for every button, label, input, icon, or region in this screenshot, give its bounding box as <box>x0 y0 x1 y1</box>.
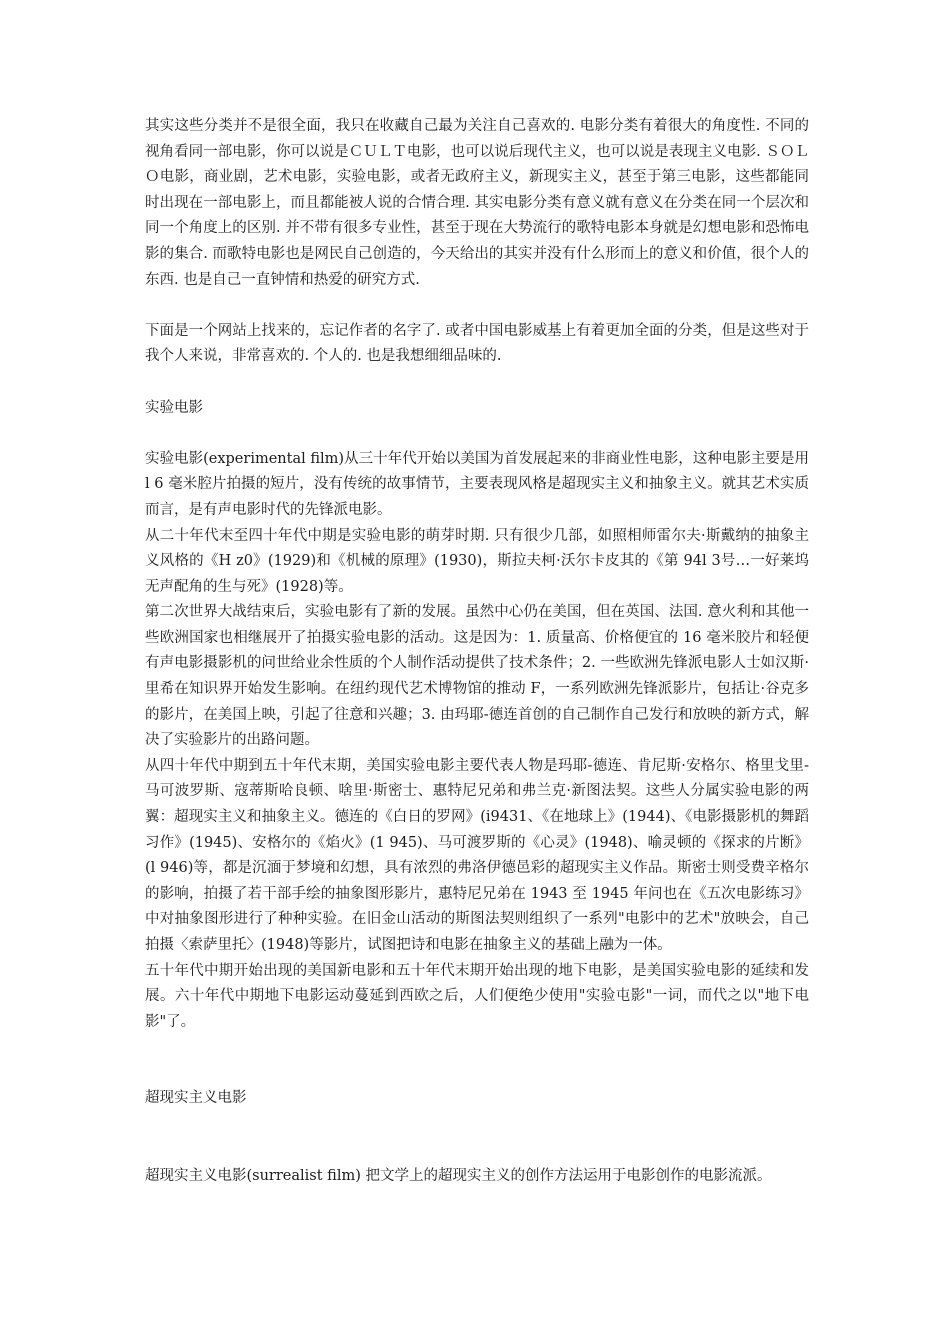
paragraph-gap <box>145 1112 809 1164</box>
body-paragraph: 第二次世界大战结束后，实验电影有了新的发展。虽然中心仍在美国，但在英国、法国. 意火利和其他一些欧洲国家也相继展开了拍摄实验电影的活动。这是因为：1. 质量高、价格便宜的 16 毫米胶片和轻便有声电影摄影机的问世给业余性质的个人制作活动提供了技术条件；2. 一些欧洲先锋派电影人士如汉斯·里希在知识界开始发生影响。在纽约现代艺术博物馆的推动 F，一系列欧洲先锋派影片，包括让·谷克多的影片，在美国上映，引起了往意和兴趣；3. 由玛耶-德连首创的自己制作自己发行和放映的新方式，解决了实验影片的出路问题。 <box>145 604 809 749</box>
document-body <box>145 114 809 1190</box>
body-paragraph: 超现实主义电影(surrealist film) 把文学上的超现实主义的创作方法运用于电影创作的电影流派。 <box>145 1167 772 1184</box>
paragraph-gap <box>145 370 809 396</box>
paragraph-gap <box>145 293 809 319</box>
section-heading-surrealist: 超现实主义电影 <box>145 1090 247 1107</box>
paragraph-gap <box>145 421 809 447</box>
section-heading-experimental: 实验电影 <box>145 399 203 416</box>
paragraph-gap <box>145 1035 809 1086</box>
body-paragraph: 实验电影(experimental film)从三十年代开始以美国为首发展起来的非商业性电影，这种电影主要是用l 6 毫米腔片拍摄的短片，没有传统的故事情节，主要表现风格是超现实主义和抽象主义。就其艺术实质而言，是有声电影时代的先锋派电影。 <box>145 450 809 518</box>
body-paragraph: 五十年代中期开始出现的美国新电影和五十年代末期开始出现的地下电影，是美国实验电影的延续和发展。六十年代中期地下电影运动蔓延到西欧之后，人们便绝少使用"实验屯影"一词，而代之以"地下电影"了。 <box>145 962 809 1030</box>
body-paragraph: 从二十年代末至四十年代中期是实验电影的萌芽时期. 只有很少几部，如照相师雷尔夫·斯戴纳的抽象主义风格的《H z0》(1929)和《机械的原理》(1930)，斯拉夫柯·沃尔卡皮其的《第 94l 3号…一好莱坞无声配角的生与死》(1928)等。 <box>145 527 810 595</box>
intro-paragraph: 其实这些分类并不是很全面，我只在收藏自己最为关注自己喜欢的. 电影分类有着很大的角度性. 不同的视角看同一部电影，你可以说是ＣＵＬＴ电影，也可以说后现代主义，也可以说是表现主义电影. ＳＯＬＯ电影，商业剧，艺术电影，实验电影，或者无政府主义，新现实主义，甚至于第三电影，这些都能同时出现在一部电影上，而且都能被人说的合情合理. 其实电影分类有意义就有意义在分类在同一个层次和同一个角度上的区别. 并不带有很多专业性，甚至于现在大势流行的歌特电影本身就是幻想电影和恐怖电影的集合. 而歌特电影也是网民自己创造的，今天给出的其实并没有什么形而上的意义和价值，很个人的东西. 也是自己一直钟情和热爱的研究方式. <box>145 118 809 288</box>
body-paragraph: 从四十年代中期到五十年代末期，美国实验电影主要代表人物是玛耶-德连、肯尼斯·安格尔、格里戈里-马可波罗斯、寇蒂斯哈良顿、啥里·斯密士、惠特尼兄弟和弗兰克·新图法契。这些人分属实验电影的两翼：超现实主义和抽象主义。德连的《白日的罗网》(i9431、《在地球上》(1944)、《电影摄影机的舞蹈习作》(1945)、安格尔的《焰火》(1 945)、马可渡罗斯的《心灵》(1948)、喻灵顿的《探求的片断》(l 946)等，都是沉湎于梦境和幻想，具有浓烈的弗洛伊德邑彩的超现实主义作品。斯密士则受费辛格尔的影响，拍摄了若干部手绘的抽象图形影片，惠特尼兄弟在 1943 至 1945 年问也在《五次电影练习》中对抽象图形进行了种种实验。在旧金山活动的斯图法契则组织了一系列"电影中的艺术"放映会，自己拍摄〈索萨里托〉(1948)等影片，试图把诗和电影在抽象主义的基础上融为一体。 <box>145 757 809 953</box>
intro-paragraph: 下面是一个网站上找来的，忘记作者的名字了. 或者中国电影威基上有着更加全面的分类，但是这些对于我个人来说，非常喜欢的. 个人的. 也是我想细细品味的. <box>145 322 809 365</box>
